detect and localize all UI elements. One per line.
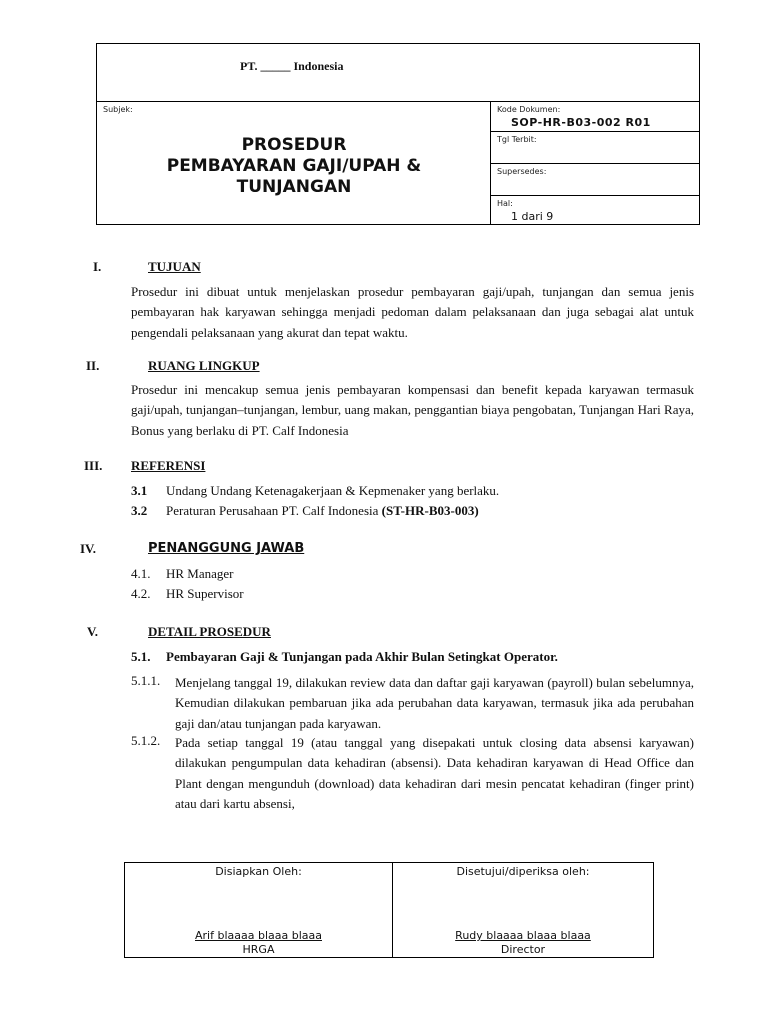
title-line-2: PEMBAYARAN GAJI/UPAH &	[166, 156, 422, 176]
section-2-title: RUANG LINGKUP	[148, 358, 260, 373]
prepared-by-role: HRGA	[242, 943, 275, 956]
section-5-number: V.	[87, 624, 98, 639]
document-title	[97, 135, 491, 198]
section-2-text: Prosedur ini mencakup semua jenis pembayaran kompensasi dan benefit kepada karyawan termasuk gaji/upah, tunjangan–tunjangan, lembur, uang makan, penggantian biaya pengobatan, Tunjangan Hari Raya, Bonus yang berlaku di PT. Calf Indonesia	[131, 382, 694, 438]
reference-1-text: Undang Undang Ketenagakerjaan & Kepmenaker yang berlaku.	[166, 483, 500, 498]
reference-2-code: (ST-HR-B03-003)	[381, 503, 479, 518]
prepared-by-cell	[125, 863, 393, 957]
title-line-3: TUNJANGAN	[236, 177, 352, 197]
step-5-1-1-number: 5.1.1.	[131, 673, 161, 688]
approved-by-cell	[393, 863, 653, 957]
step-5-1-2-number: 5.1.2.	[131, 733, 161, 748]
prepared-by-name: Arif blaaaa blaaa blaaa	[195, 929, 322, 942]
prepared-by-label: Disiapkan Oleh:	[215, 865, 302, 878]
document-header	[96, 43, 700, 225]
section-1-number: I.	[93, 259, 102, 274]
subject-label: Subjek:	[103, 105, 133, 114]
page-value: 1 dari 9	[511, 210, 554, 223]
title-line-1: PROSEDUR	[241, 135, 347, 155]
responsible-1-number: 4.1.	[131, 566, 151, 581]
doc-code-cell	[491, 102, 700, 132]
responsible-2-number: 4.2.	[131, 586, 151, 601]
signature-table	[124, 862, 654, 958]
reference-2-text-plain: Peraturan Perusahaan PT. Calf Indonesia	[166, 503, 382, 518]
approved-by-label: Disetujui/diperiksa oleh:	[456, 865, 590, 878]
section-2-number: II.	[86, 358, 100, 373]
supersedes-cell	[491, 164, 700, 196]
step-5-1-2-text: Pada setiap tanggal 19 (atau tanggal yang disepakati untuk closing data absensi karyawan) dilakukan pengumpulan data kehadiran (absensi). Data kehadiran karyawan di Head Office dan Plant dengan mengunduh (download) data kehadiran dari mesin pencatat kehadiran (finger print) atau dari kartu absensi,	[175, 735, 694, 811]
page-label: Hal:	[497, 199, 513, 208]
section-3-number: III.	[84, 458, 103, 473]
doc-code-label: Kode Dokumen:	[497, 105, 561, 114]
responsible-1-text: HR Manager	[166, 566, 234, 581]
supersedes-label: Supersedes:	[497, 167, 547, 176]
issued-date-cell	[491, 132, 700, 164]
page-cell	[491, 196, 700, 225]
doc-code-value: SOP-HR-B03-002 R01	[511, 116, 651, 129]
subsection-5-1-number: 5.1.	[131, 649, 151, 664]
section-1-text: Prosedur ini dibuat untuk menjelaskan prosedur pembayaran gaji/upah, tunjangan dan semua jenis pembayaran hak karyawan sehingga menjadi pedoman dalam pelaksanaan dan juga sebagai alat untuk pengendali pelaksanaan yang akurat dan tepat waktu.	[131, 284, 694, 340]
approved-by-name: Rudy blaaaa blaaa blaaa	[455, 929, 591, 942]
section-5-title: DETAIL PROSEDUR	[148, 624, 271, 639]
reference-2-text	[166, 503, 479, 519]
reference-2-number: 3.2	[131, 503, 148, 518]
section-1-title: TUJUAN	[148, 259, 201, 274]
section-4-number: IV.	[80, 541, 97, 556]
reference-1-number: 3.1	[131, 483, 148, 498]
company-row	[97, 44, 699, 102]
section-4-title: PENANGGUNG JAWAB	[148, 541, 305, 556]
step-5-1-1-text: Menjelang tanggal 19, dilakukan review data dan daftar gaji karyawan (payroll) bulan sebelumnya, Kemudian dilakukan pembaruan jika ada perubahan data karyawan, termasuk jika ada perubahan gaji dan/atau tunjangan pada karyawan.	[175, 675, 694, 731]
section-3-title: REFERENSI	[131, 458, 206, 473]
subject-cell	[97, 102, 491, 225]
subsection-5-1-title: Pembayaran Gaji & Tunjangan pada Akhir Bulan Setingkat Operator.	[166, 649, 558, 664]
issued-date-label: Tgl Terbit:	[497, 135, 537, 144]
company-name: PT. _____ Indonesia	[240, 59, 344, 73]
approved-by-role: Director	[500, 943, 546, 956]
responsible-2-text: HR Supervisor	[166, 586, 244, 601]
